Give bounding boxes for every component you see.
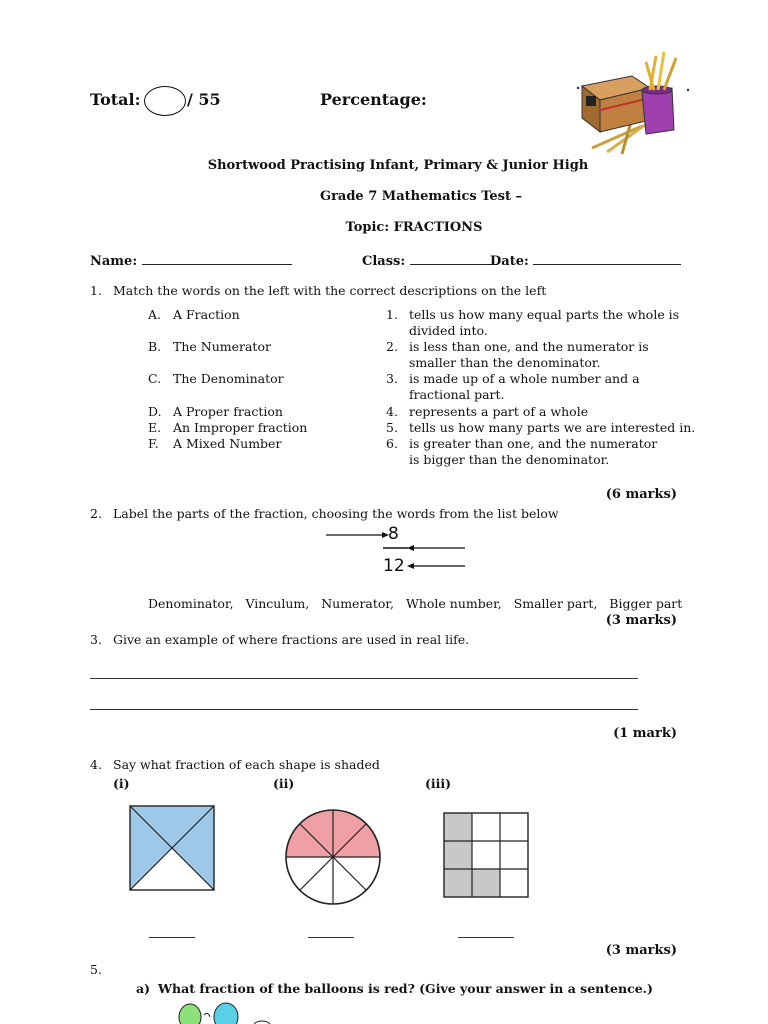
class-field[interactable] bbox=[362, 252, 498, 269]
total-label: Total: bbox=[90, 90, 141, 109]
q1-right-text: is made up of a whole number and a fractional part. bbox=[409, 371, 640, 402]
word-option: Bigger part bbox=[609, 596, 683, 611]
shape-circle-sectors bbox=[284, 808, 382, 906]
q1-number: 1. bbox=[90, 283, 102, 298]
word-option: Numerator, bbox=[321, 596, 395, 611]
q1-right-key: 2. bbox=[386, 339, 398, 354]
word-option: Vinculum, bbox=[245, 596, 310, 611]
q4-answer-ii[interactable] bbox=[308, 937, 354, 938]
q5a-key: a) bbox=[136, 981, 151, 996]
q1-right-text: represents a part of a whole bbox=[409, 404, 589, 419]
q4-answer-i[interactable] bbox=[149, 937, 195, 938]
q1-right-key: 4. bbox=[386, 404, 398, 419]
q3-answer-line-2[interactable] bbox=[90, 709, 638, 710]
q1-marks: (6 marks) bbox=[605, 487, 677, 502]
q4-answer-iii[interactable] bbox=[458, 937, 514, 938]
date-blank[interactable] bbox=[533, 252, 681, 265]
word-option: Denominator, bbox=[148, 596, 234, 611]
q1-right-key: 1. bbox=[386, 307, 398, 322]
q5a-prompt: What fraction of the balloons is red? (Give your answer in a sentence.) bbox=[158, 981, 653, 996]
q3-prompt: Give an example of where fractions are used in real life. bbox=[113, 632, 470, 647]
test-title: Grade 7 Mathematics Test – bbox=[319, 189, 523, 204]
q3-number: 3. bbox=[90, 632, 102, 647]
word-option: Smaller part, bbox=[513, 596, 598, 611]
class-label: Class: bbox=[362, 254, 406, 269]
balloons-illustration bbox=[176, 1001, 276, 1024]
q4-label-i: (i) bbox=[113, 776, 130, 791]
q1-right-text: is greater than one, and the numerator is bigger than the denominator. bbox=[409, 436, 658, 467]
percentage-label: Percentage: bbox=[320, 90, 427, 109]
q1-right-key: 5. bbox=[386, 420, 398, 435]
q2-prompt: Label the parts of the fraction, choosing the words from the list below bbox=[113, 506, 559, 521]
q1-left-text: An Improper fraction bbox=[173, 420, 308, 435]
q1-left-key: E. bbox=[148, 420, 162, 435]
q5-number: 5. bbox=[90, 962, 102, 977]
name-label: Name: bbox=[90, 254, 138, 269]
shape-grid-3x3 bbox=[443, 812, 529, 898]
pencil-box-clipart bbox=[572, 48, 694, 156]
q4-label-iii: (iii) bbox=[425, 776, 452, 791]
q1-left-text: A Fraction bbox=[173, 307, 240, 322]
q1-right-text: tells us how many parts we are interested in. bbox=[409, 420, 696, 435]
class-blank[interactable] bbox=[410, 252, 498, 265]
shape-square-diagonals bbox=[129, 805, 215, 891]
q2-number: 2. bbox=[90, 506, 102, 521]
name-blank[interactable] bbox=[142, 252, 292, 265]
date-label: Date: bbox=[490, 254, 529, 269]
q4-marks: (3 marks) bbox=[605, 943, 677, 958]
q1-right-text: tells us how many equal parts the whole is divided into. bbox=[409, 307, 680, 338]
q1-left-text: A Proper fraction bbox=[173, 404, 283, 419]
word-option: Whole number, bbox=[405, 596, 502, 611]
q4-prompt: Say what fraction of each shape is shaded bbox=[113, 757, 380, 772]
total-score-oval bbox=[144, 86, 186, 116]
q2-word-list bbox=[148, 596, 682, 611]
school-name: Shortwood Practising Infant, Primary & Junior High bbox=[207, 158, 589, 173]
q1-left-key: B. bbox=[148, 339, 162, 354]
q1-left-key: A. bbox=[148, 307, 162, 322]
total-out-of: / 55 bbox=[187, 90, 221, 109]
q1-right-key: 6. bbox=[386, 436, 398, 451]
q1-left-key: D. bbox=[148, 404, 162, 419]
topic-title: Topic: FRACTIONS bbox=[345, 220, 483, 235]
q1-prompt: Match the words on the left with the correct descriptions on the left bbox=[113, 283, 547, 298]
date-field[interactable] bbox=[490, 252, 681, 269]
q1-left-key: F. bbox=[148, 436, 159, 451]
q1-right-key: 3. bbox=[386, 371, 398, 386]
q3-answer-line-1[interactable] bbox=[90, 678, 638, 679]
q4-number: 4. bbox=[90, 757, 102, 772]
q1-left-key: C. bbox=[148, 371, 162, 386]
q3-marks: (1 mark) bbox=[613, 726, 677, 741]
fraction-denominator: 12 bbox=[383, 556, 405, 576]
name-field[interactable] bbox=[90, 252, 292, 269]
q1-left-text: A Mixed Number bbox=[173, 436, 282, 451]
q2-marks: (3 marks) bbox=[605, 613, 677, 628]
q4-label-ii: (ii) bbox=[273, 776, 295, 791]
q1-left-text: The Denominator bbox=[173, 371, 284, 386]
fraction-numerator: 8 bbox=[388, 524, 399, 544]
q1-right-text: is less than one, and the numerator is smaller than the denominator. bbox=[409, 339, 649, 370]
q1-left-text: The Numerator bbox=[173, 339, 271, 354]
